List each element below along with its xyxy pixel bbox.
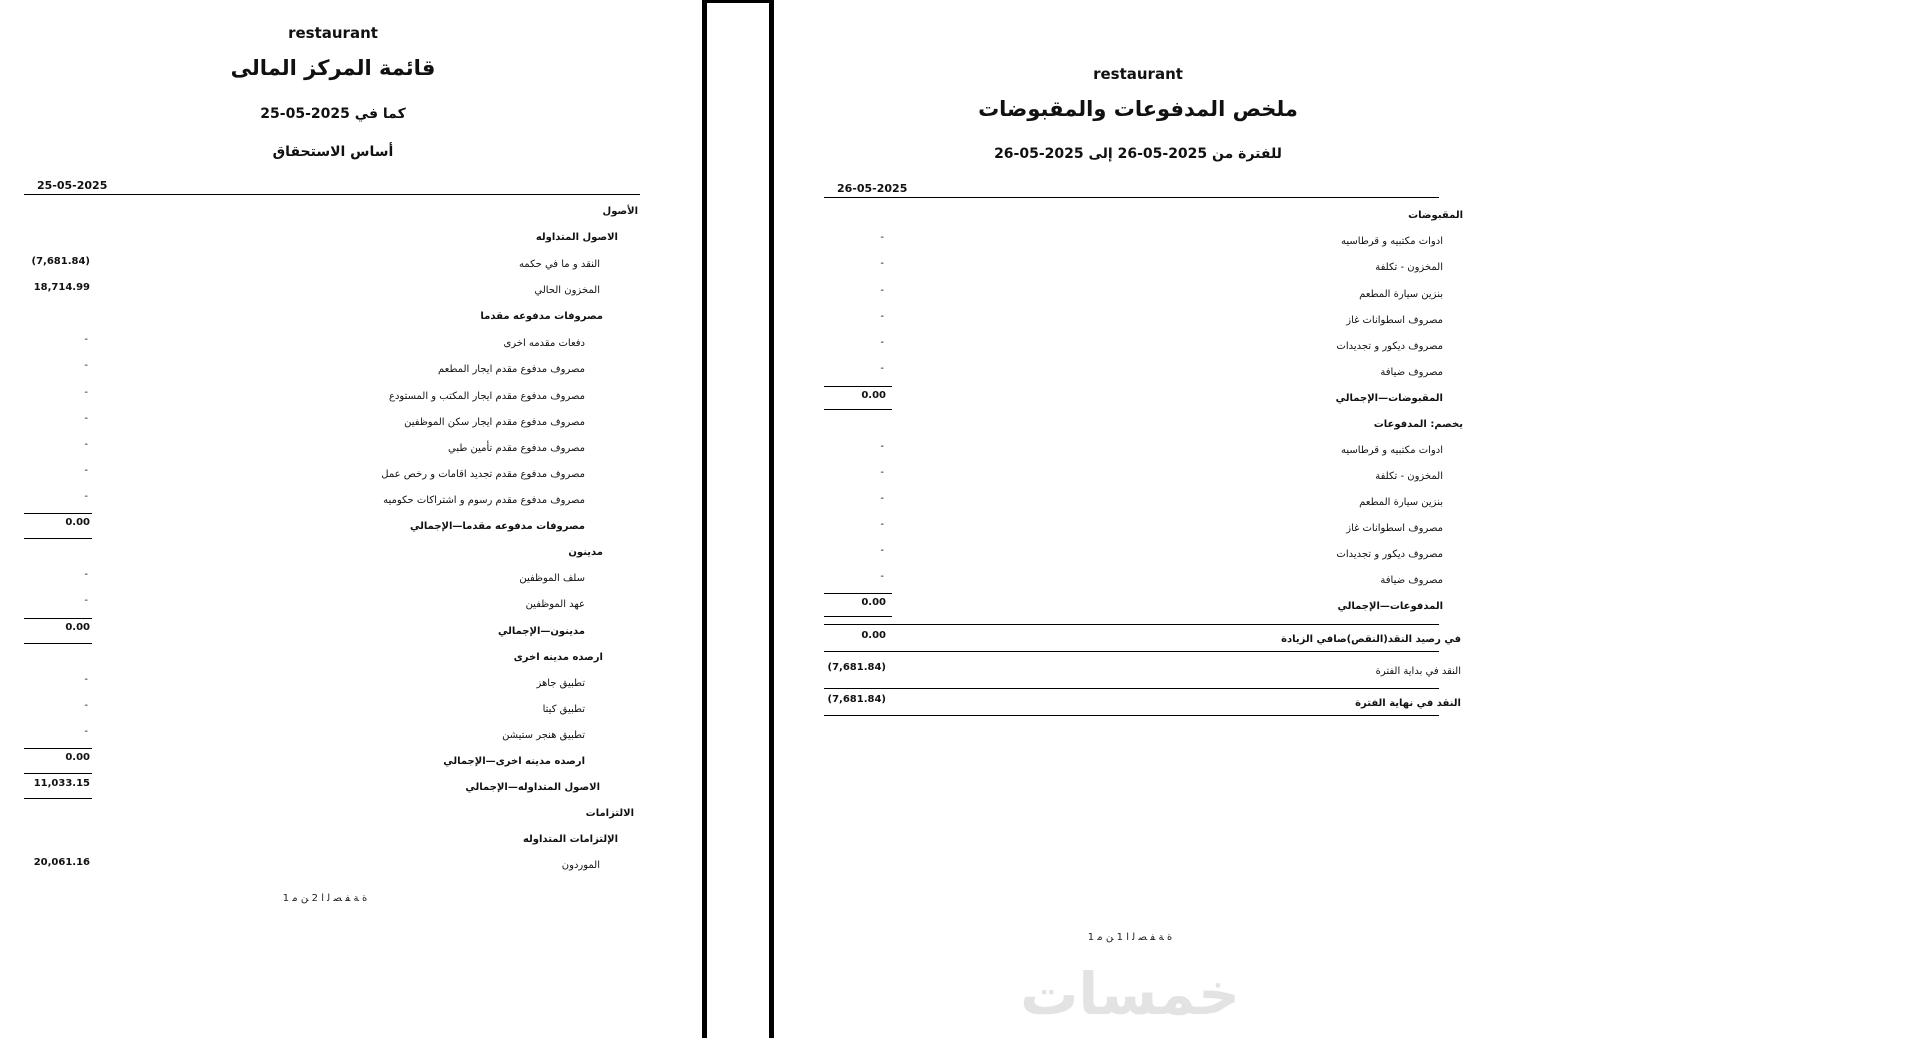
cash-summary-page (780, 0, 1920, 1030)
group-total-amount: 0.00 (65, 517, 90, 528)
account-amount: - (880, 337, 884, 348)
account-label: دفعات مقدمه اخرى (503, 338, 585, 349)
closing-cash-amount: (7,681.84) (827, 694, 886, 705)
net-change-amount: 0.00 (861, 630, 886, 641)
account-label: عهد الموظفين (525, 599, 585, 610)
subsection-heading: الاصول المتداوله (535, 232, 618, 243)
account-label: تطبيق جاهز (536, 678, 585, 689)
subtotal-rule (24, 618, 92, 619)
group-total-label: المقبوضات—الإجمالي (1335, 393, 1443, 404)
account-amount: - (880, 311, 884, 322)
account-label: مصروف ديكور و تجديدات (1336, 341, 1443, 352)
account-label: بنزين سيارة المطعم (1359, 497, 1443, 508)
group-total-amount: 0.00 (65, 622, 90, 633)
column-date-header: 25-05-2025 (37, 179, 108, 192)
account-amount: - (880, 258, 884, 269)
subtotal-rule (824, 386, 892, 387)
group-total-label: ارصده مدينه اخرى—الإجمالي (443, 756, 585, 767)
watermark-logo: خمسات (1020, 960, 1240, 1028)
group-total-label: المدفوعات—الإجمالي (1337, 601, 1443, 612)
group-heading: مدينون (568, 547, 603, 558)
group-heading: مصروفات مدفوعه مقدما (480, 311, 603, 322)
account-amount: - (880, 285, 884, 296)
group-total-label: مدينون—الإجمالي (497, 626, 585, 637)
account-amount: - (84, 413, 88, 424)
subtotal-rule (24, 748, 92, 749)
account-label: مصروف اسطوانات غاز (1346, 523, 1443, 534)
net-change-rule (824, 624, 1439, 625)
total-rule (24, 643, 92, 644)
account-label: المخزون - تكلفة (1375, 471, 1443, 482)
account-amount: - (880, 232, 884, 243)
account-amount: - (84, 360, 88, 371)
account-amount: - (84, 595, 88, 606)
account-label: مصروف مدفوع مقدم تأمين طبي (448, 443, 585, 454)
report-period: للفترة من 2025-05-26 إلى 2025-05-26 (994, 146, 1282, 162)
balance-sheet-page (0, 0, 700, 1030)
account-amount: - (880, 467, 884, 478)
total-rule (24, 773, 92, 774)
account-label: مصروف مدفوع مقدم ايجار المطعم (437, 364, 585, 375)
account-amount: 20,061.16 (33, 857, 90, 868)
opening-cash-label: النقد في بداية الفترة (1375, 666, 1461, 677)
account-amount: - (84, 334, 88, 345)
account-label: مصروف مدفوع مقدم تجديد اقامات و رخص عمل (381, 469, 585, 480)
account-label: مصروف ضيافة (1380, 575, 1443, 586)
group-total-label: مصروفات مدفوعه مقدما—الإجمالي (410, 521, 585, 532)
total-rule (24, 538, 92, 539)
account-amount: - (880, 493, 884, 504)
account-label: الموردون (561, 860, 600, 871)
net-change-label: في رصيد النقد(النقص)صافي الزيادة (1281, 634, 1461, 645)
total-rule (824, 616, 892, 617)
page-divider-frame (702, 0, 774, 1038)
subtotal-rule (824, 593, 892, 594)
report-basis: أساس الاستحقاق (272, 144, 394, 160)
account-amount: - (880, 441, 884, 452)
account-amount: - (880, 545, 884, 556)
company-name: restaurant (288, 24, 378, 42)
account-amount: - (880, 363, 884, 374)
account-label: سلف الموظفين (519, 573, 585, 584)
total-rule (824, 409, 892, 410)
subtotal-rule (24, 513, 92, 514)
group-total-amount: 0.00 (65, 752, 90, 763)
account-label: بنزين سيارة المطعم (1359, 289, 1443, 300)
account-label: مصروف ديكور و تجديدات (1336, 549, 1443, 560)
account-label: ادوات مكتبيه و قرطاسيه (1341, 236, 1443, 247)
opening-cash-rule (824, 651, 1439, 652)
account-label: ادوات مكتبيه و قرطاسيه (1341, 445, 1443, 456)
account-amount: - (84, 674, 88, 685)
group-heading: ارصده مدينه اخرى (513, 652, 603, 663)
group-total-amount: 0.00 (861, 597, 886, 608)
company-name: restaurant (1093, 65, 1183, 83)
account-label: مصروف مدفوع مقدم ايجار سكن الموظفين (404, 417, 585, 428)
account-amount: - (84, 569, 88, 580)
account-label: تطبيق هنجر ستيشن (502, 730, 585, 741)
header-rule (824, 197, 1439, 198)
account-label: مصروف مدفوع مقدم ايجار المكتب و المستودع (388, 391, 585, 402)
report-title: ملخص المدفوعات والمقبوضات (978, 97, 1298, 121)
section-heading: المقبوضات (1408, 210, 1463, 221)
section-heading: الأصول (602, 206, 638, 217)
account-label: مصروف اسطوانات غاز (1346, 315, 1443, 326)
account-amount: (7,681.84) (31, 256, 90, 267)
opening-cash-amount: (7,681.84) (827, 662, 886, 673)
account-amount: - (84, 491, 88, 502)
closing-cash-label: النقد في نهاية الفترة (1355, 698, 1461, 709)
column-date-header: 26-05-2025 (837, 182, 908, 195)
subsection-heading: الإلتزامات المتداوله (522, 834, 618, 845)
account-amount: - (880, 571, 884, 582)
page-footer: ﺓ ﺔ ﻔ ﺼ ﻟ ﺍ 2 ﻦ ﻣ 1 (282, 893, 368, 904)
page-footer: ﺓ ﺔ ﻔ ﺼ ﻟ ﺍ 1 ﻦ ﻣ 1 (1087, 932, 1173, 943)
account-amount: - (84, 465, 88, 476)
section-heading: يخصم: المدفوعات (1373, 419, 1463, 430)
account-label: المخزون - تكلفة (1375, 262, 1443, 273)
account-label: تطبيق كيتا (542, 704, 585, 715)
header-rule (24, 194, 640, 195)
subsection-total-amount: 11,033.15 (33, 778, 90, 789)
report-title: قائمة المركز المالى (230, 56, 436, 80)
account-amount: 18,714.99 (33, 282, 90, 293)
account-amount: - (880, 519, 884, 530)
group-total-amount: 0.00 (861, 390, 886, 401)
report-date: كما في 2025-05-25 (260, 106, 406, 122)
account-amount: - (84, 387, 88, 398)
bottom-rule (824, 715, 1439, 716)
account-label: النقد و ما في حكمه (518, 259, 600, 270)
account-label: مصروف مدفوع مقدم رسوم و اشتراكات حكوميه (383, 495, 585, 506)
account-label: المخزون الحالي (534, 285, 600, 296)
closing-cash-rule (824, 688, 1439, 689)
account-amount: - (84, 726, 88, 737)
account-amount: - (84, 439, 88, 450)
account-label: مصروف ضيافة (1380, 367, 1443, 378)
subsection-total-label: الاصول المتداوله—الإجمالي (465, 782, 600, 793)
section-heading: الالتزامات (585, 808, 634, 819)
account-amount: - (84, 700, 88, 711)
total-rule (24, 798, 92, 799)
